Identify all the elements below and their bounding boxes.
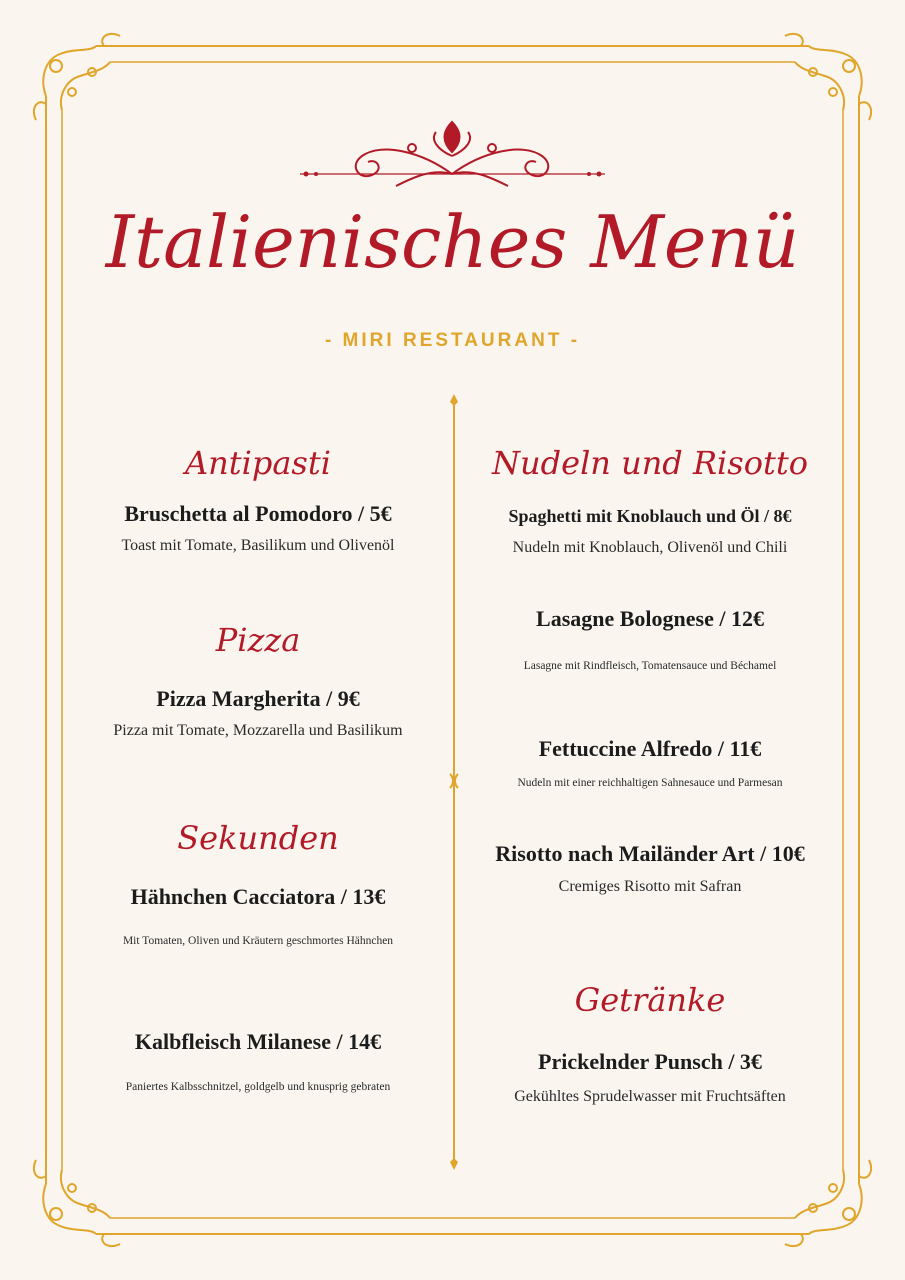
menu-title: Italienisches Menü — [105, 200, 800, 284]
section-title-getraenke: Getränke — [574, 981, 726, 1019]
item-description: Gekühltes Sprudelwasser mit Fruchtsäften — [514, 1088, 786, 1105]
section-title-antipasti: Antipasti — [185, 444, 331, 482]
item-name: Bruschetta al Pomodoro / 5€ — [124, 501, 392, 526]
item-description: Lasagne mit Rindfleisch, Tomatensauce und Béchamel — [523, 660, 777, 672]
item-description: Nudeln mit einer reichhaltigen Sahnesauce und Parmesan — [517, 777, 783, 789]
restaurant-name: - MIRI RESTAURANT - — [324, 330, 581, 351]
item-name: Prickelnder Punsch / 3€ — [538, 1049, 762, 1074]
item-description: Mit Tomaten, Oliven und Kräutern geschmortes Hähnchen — [122, 935, 394, 947]
item-description: Paniertes Kalbsschnitzel, goldgelb und knusprig gebraten — [125, 1081, 391, 1093]
title-ornament — [292, 112, 613, 192]
section-title-pizza: Pizza — [215, 621, 301, 659]
item-name: Spaghetti mit Knoblauch und Öl / 8€ — [508, 506, 792, 526]
item-name: Fettuccine Alfredo / 11€ — [538, 736, 762, 761]
item-description: Cremiges Risotto mit Safran — [558, 878, 742, 895]
section-title-nudeln: Nudeln und Risotto — [492, 444, 808, 482]
section-title-sekunden: Sekunden — [177, 819, 339, 857]
item-name: Pizza Margherita / 9€ — [156, 686, 360, 711]
item-description: Pizza mit Tomate, Mozzarella und Basilikum — [113, 722, 403, 739]
item-description: Nudeln mit Knoblauch, Olivenöl und Chili — [512, 539, 788, 556]
item-name: Kalbfleisch Milanese / 14€ — [134, 1029, 382, 1054]
item-name: Lasagne Bolognese / 12€ — [536, 606, 764, 631]
item-name: Risotto nach Mailänder Art / 10€ — [495, 841, 805, 866]
item-description: Toast mit Tomate, Basilikum und Olivenöl — [121, 537, 395, 554]
item-name: Hähnchen Cacciatora / 13€ — [130, 884, 386, 909]
